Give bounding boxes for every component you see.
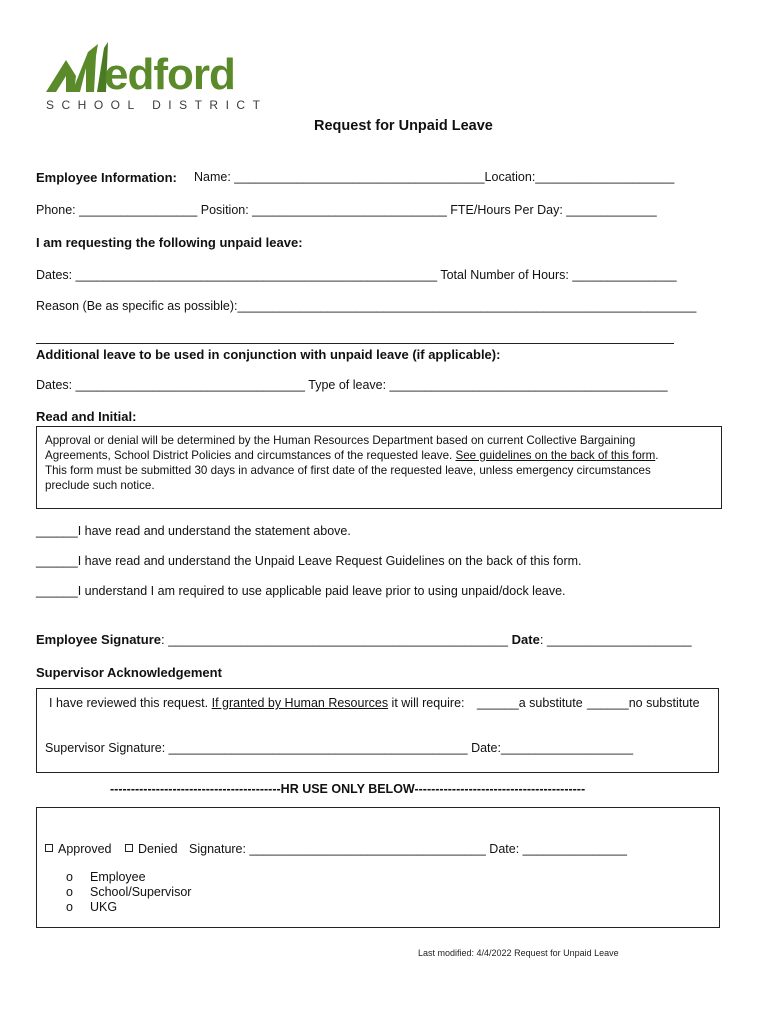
approved-checkbox[interactable] [45, 844, 53, 852]
reason-field[interactable]: Reason (Be as specific as possible):__________________________________________________________________ [36, 299, 697, 313]
employee-signature-line[interactable]: : _______________________________________________ [160, 632, 512, 647]
policy-line-1: Approval or denial will be determined by the Human Resources Department based on current Collective Bargaining [45, 434, 636, 447]
policy-statement-text [45, 433, 659, 493]
phone-position-fte-field[interactable]: Phone: _________________ Position: ____________________________ FTE/Hours Per Day: _____________ [36, 203, 657, 217]
list-item [66, 885, 191, 900]
supervisor-review-text [49, 696, 465, 710]
supervisor-review-post: it will require: [388, 696, 465, 710]
employee-signature-label: Employee Signature [36, 632, 161, 647]
policy-line-3: This form must be submitted 30 days in advance of first date of the requested leave, unless emergency circumstances [45, 464, 651, 477]
supervisor-review-pre: I have reviewed this request. [49, 696, 212, 710]
dates-hours-field[interactable]: Dates: ____________________________________________________ Total Number of Hours: _______________ [36, 268, 677, 282]
logo-wordmark: edford [104, 50, 235, 99]
list-item-label: UKG [90, 900, 118, 914]
logo-subtitle: SCHOOL DISTRICT [46, 98, 268, 112]
supervisor-signature-field[interactable]: Supervisor Signature: ___________________________________________ Date:___________________ [45, 741, 634, 755]
footer-last-modified: Last modified: 4/4/2022 Request for Unpaid Leave [418, 948, 619, 958]
supervisor-heading: Supervisor Acknowledgement [36, 665, 222, 680]
employee-signature-row[interactable] [36, 632, 692, 647]
hr-signature-date-field[interactable]: Signature: __________________________________ Date: _______________ [189, 842, 627, 856]
additional-dates-type-field[interactable]: Dates: _________________________________ Type of leave: ________________________________________ [36, 378, 668, 392]
employee-date-line[interactable]: : ____________________ [539, 632, 692, 647]
reason-continuation-line[interactable] [36, 343, 674, 344]
initial-statement-3[interactable]: ______I understand I am required to use applicable paid leave prior to using unpaid/dock leave. [36, 584, 566, 598]
denied-label: Denied [138, 842, 178, 856]
hr-distribution-list [66, 870, 191, 915]
page-title: Request for Unpaid Leave [314, 118, 493, 134]
policy-line-2 [45, 448, 659, 463]
district-logo [44, 42, 268, 112]
requesting-heading: I am requesting the following unpaid leave: [36, 235, 303, 250]
denied-option[interactable] [125, 842, 178, 856]
policy-line-4: preclude such notice. [45, 479, 155, 492]
read-initial-heading: Read and Initial: [36, 409, 137, 424]
employee-info-label: Employee Information: [36, 170, 177, 185]
substitute-option[interactable]: ______a substitute [477, 696, 583, 710]
supervisor-review-link: If granted by Human Resources [211, 696, 389, 710]
approved-option[interactable] [45, 842, 112, 856]
bullet-icon: o [66, 870, 73, 884]
list-item [66, 870, 191, 885]
no-substitute-option[interactable]: ______no substitute [587, 696, 700, 710]
employee-date-label: Date [511, 632, 540, 647]
additional-leave-heading: Additional leave to be used in conjunction with unpaid leave (if applicable): [36, 347, 501, 362]
initial-statement-2[interactable]: ______I have read and understand the Unpaid Leave Request Guidelines on the back of this form. [36, 554, 582, 568]
name-location-field[interactable]: Name: ____________________________________Location:____________________ [194, 170, 675, 184]
denied-checkbox[interactable] [125, 844, 133, 852]
bullet-icon: o [66, 885, 73, 899]
list-item-label: Employee [90, 870, 146, 884]
bullet-icon: o [66, 900, 73, 914]
guidelines-link[interactable]: See guidelines on the back of this form [455, 449, 656, 462]
policy-line-2-end: . [655, 449, 659, 462]
hr-use-only-divider: -----------------------------------------HR USE ONLY BELOW----------------------------------------- [110, 782, 586, 796]
approved-label: Approved [58, 842, 112, 856]
list-item-label: School/Supervisor [90, 885, 192, 899]
list-item [66, 900, 191, 915]
policy-line-2-text: Agreements, School District Policies and circumstances of the requested leave. [45, 449, 456, 462]
initial-statement-1[interactable]: ______I have read and understand the statement above. [36, 524, 351, 538]
